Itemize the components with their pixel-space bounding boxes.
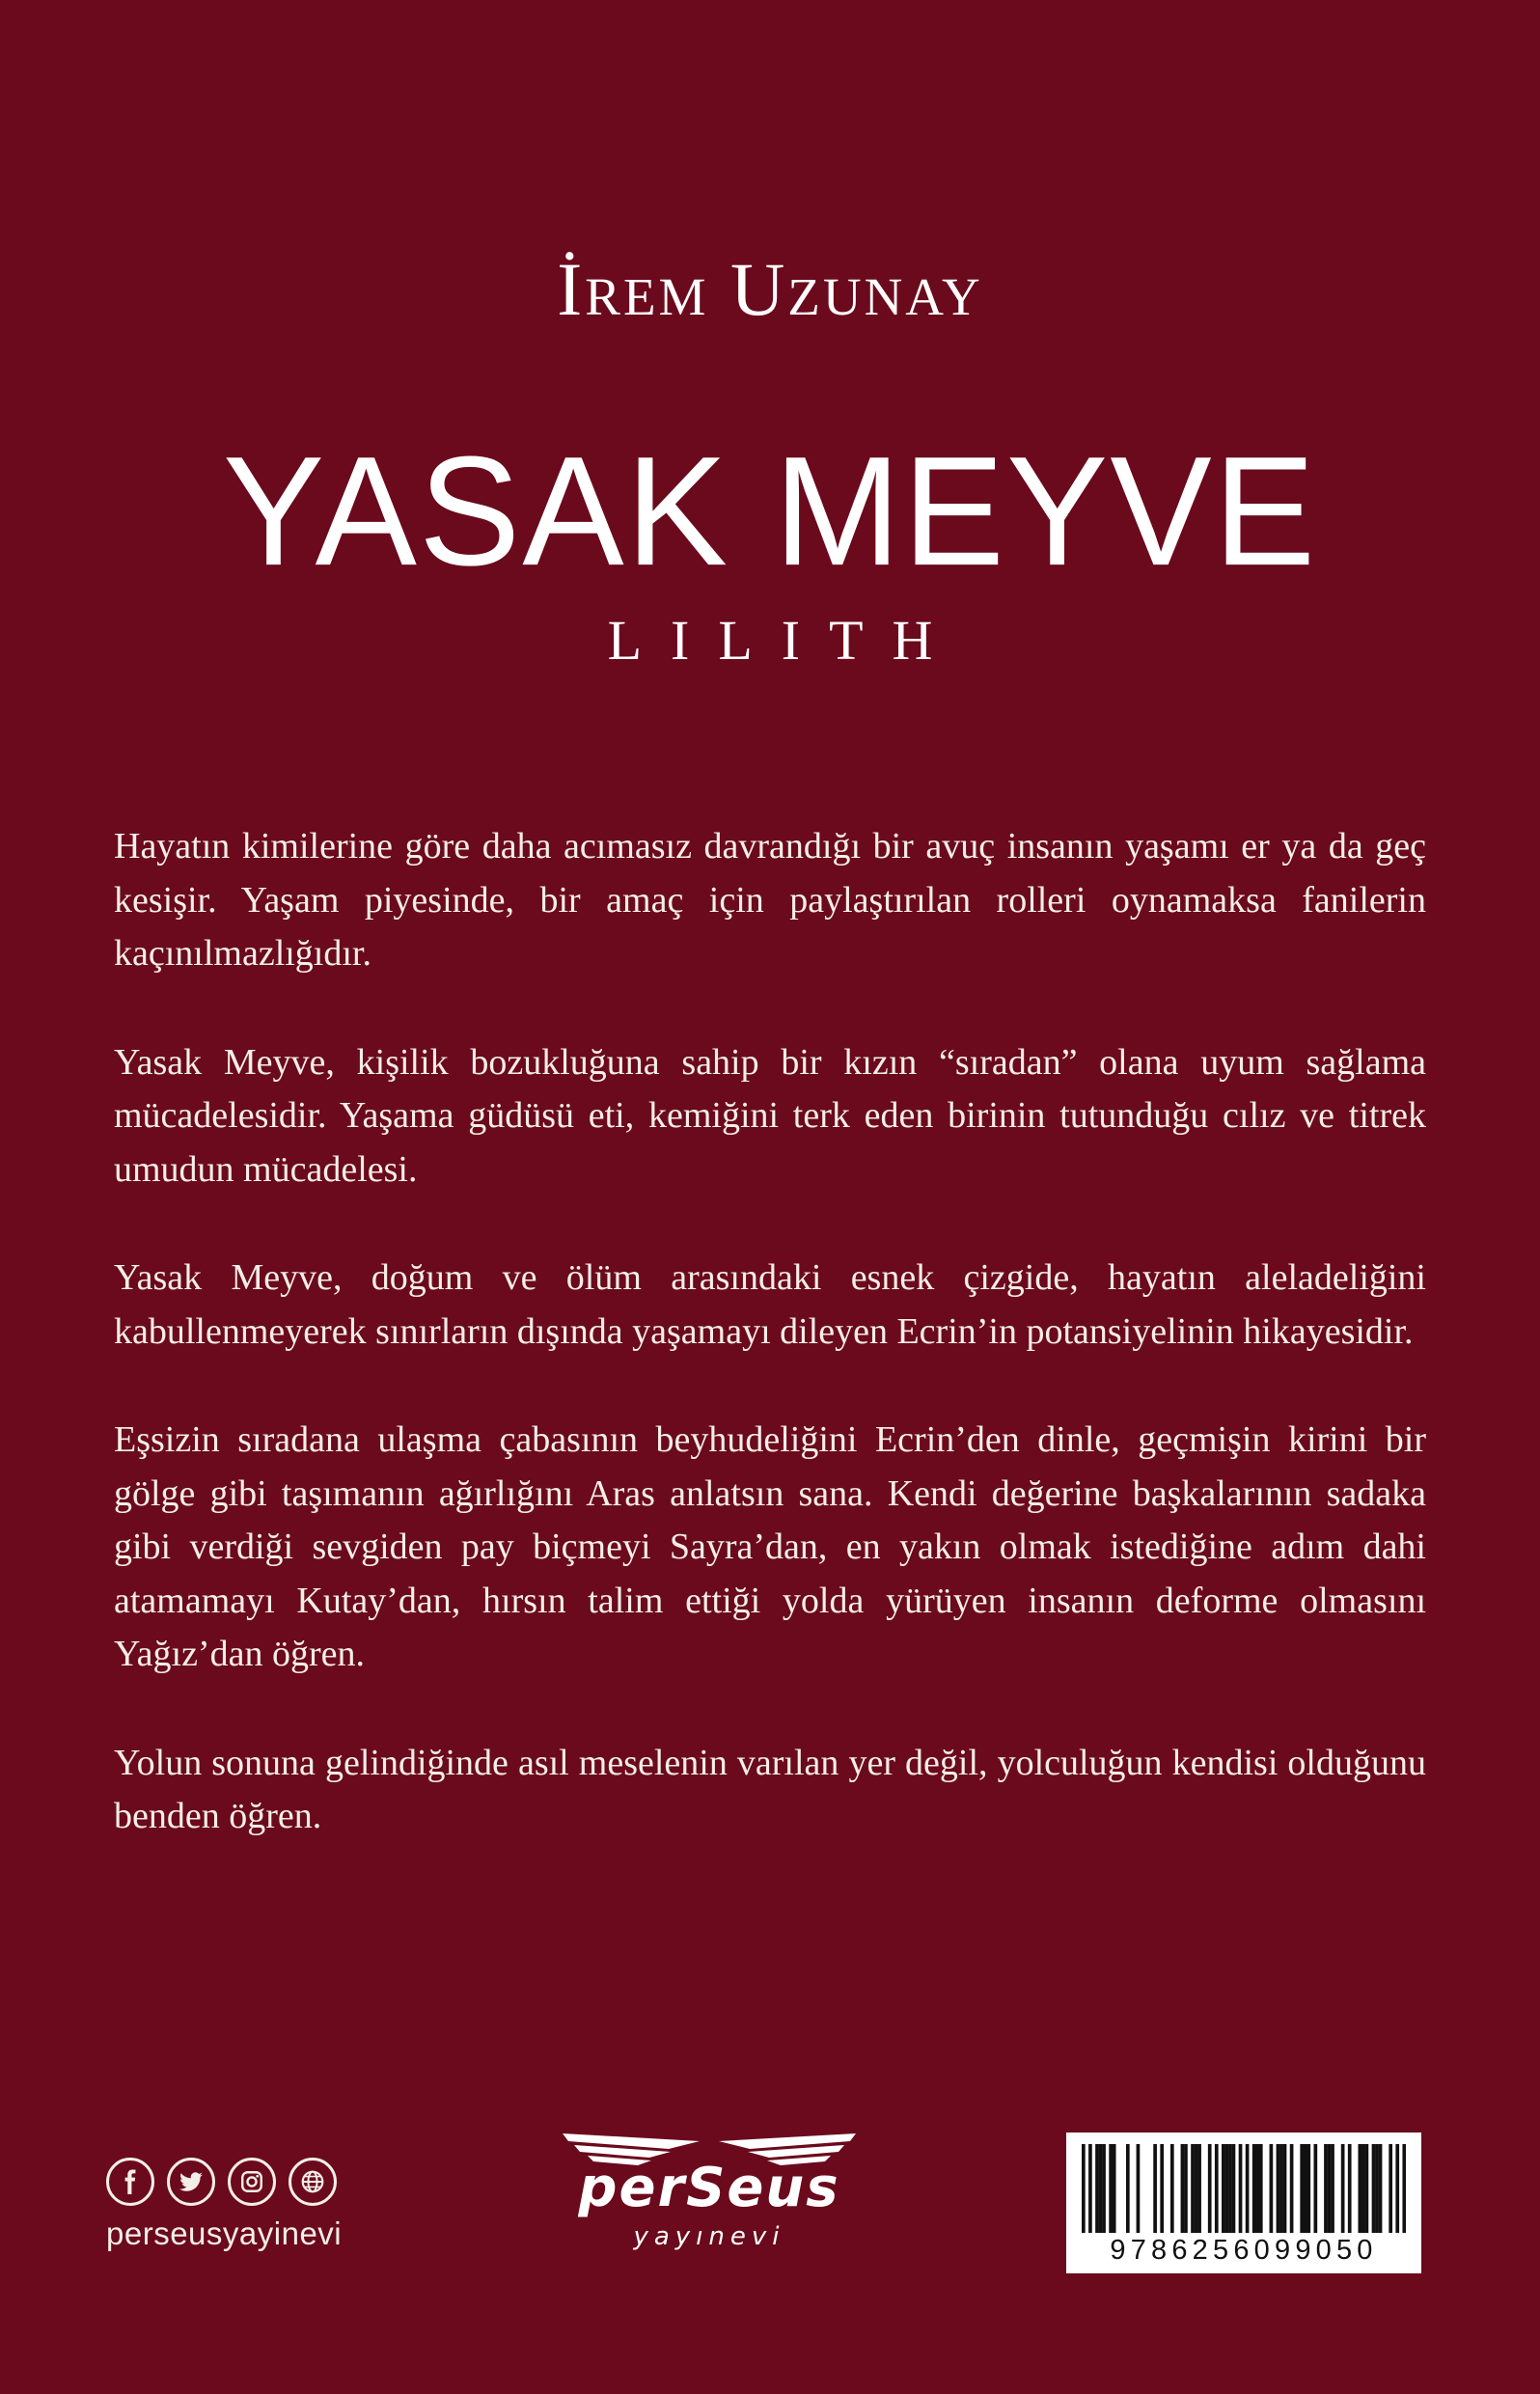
globe-icon[interactable] [289,2158,337,2206]
blurb-paragraph: Hayatın kimilerine göre daha acımasız davrandığı bir avuç insanın yaşamı er ya da geç kesişir. Yaşam piyesinde, bir amaç için paylaştırılan rolleri oynamaksa fanilerin kaçınılmazlığıdır. [114,826,1426,974]
barcode-bar [1082,2144,1086,2233]
barcode-bar [1314,2144,1318,2233]
barcode-bar [1095,2144,1099,2233]
barcode-bar [1358,2144,1361,2233]
barcode-bar [1099,2144,1103,2233]
barcode-bar [1153,2144,1157,2233]
blurb-paragraph: Eşsizin sıradana ulaşma çabasının beyhudeliğini Ecrin’den dinle, geçmişin kirini bir gölge gibi taşımanın ağırlığını Aras anlatsın sana. Kendi değerine başkalarının sadaka gibi verdiği sevgiden pay biçmeyi Sayra’dan, en yakın olmak istediğine adım dahi atamamayı Kutay’dan, hırsın talim ettiği yolda yürüyen insanın deforme olmasını Yağız’dan öğren. [114,1419,1426,1674]
barcode-bar [1279,2144,1283,2233]
blurb-paragraph: Yolun sonuna gelindiğinde asıl meselenin varılan yer değil, yolculuğun kendisi olduğunu benden öğren. [114,1742,1426,1836]
author-name: İrem Uzunay [557,247,983,331]
barcode-bar [1252,2144,1256,2233]
barcode-bar [1331,2144,1334,2233]
blurb-paragraph: Yasak Meyve, doğum ve ölüm arasındaki esnek çizgide, hayatın aleladeliğini kabullenmeyerek sınırların dışında yaşamayı dileyen Ecrin’in potansiyelinin hikayesidir. [114,1257,1426,1352]
facebook-icon[interactable] [106,2158,154,2206]
isbn-barcode [1066,2133,1421,2273]
publisher-name: perSeus [578,2157,840,2219]
instagram-icon[interactable] [228,2158,276,2206]
barcode-bar [1270,2144,1274,2233]
barcode-bar [1328,2144,1332,2233]
barcode-bar [1389,2144,1392,2233]
barcode-bar [1304,2144,1307,2233]
barcode-bar [1402,2144,1406,2233]
barcode-bar [1191,2144,1195,2233]
barcode-bar [1181,2144,1185,2233]
blurb-paragraph: Yasak Meyve, kişilik bozukluğuna sahip bir kızın “sıradan” olana uyum sağlama mücadelesidir. Yaşama güdüsü eti, kemiğini terk eden birinin tutunduğu cılız ve titrek umudun mücadelesi. [114,1041,1426,1190]
barcode-bar [1277,2144,1280,2233]
social-media-block [106,2158,357,2252]
barcode-bar [1208,2144,1212,2233]
barcode-bar [1300,2144,1304,2233]
publisher-subtitle: yayınevi [633,2222,785,2251]
barcode-bar [1225,2144,1229,2233]
barcode-bar [1379,2144,1383,2233]
barcode-bar [1246,2144,1250,2233]
barcode-bar [1395,2144,1399,2233]
barcode-bar [1306,2144,1310,2233]
book-subtitle: LILITH [607,609,962,672]
isbn-number: 9786256099050 [1110,2235,1378,2266]
barcode-bar [1290,2144,1294,2233]
barcode-bar [1137,2144,1141,2233]
barcode-bar [1170,2144,1174,2233]
barcode-bar [1109,2144,1113,2233]
publisher-logo [555,2128,864,2258]
barcode-bar [1160,2144,1164,2233]
book-title: YASAK MEYVE [222,425,1318,598]
barcode-bar [1232,2144,1236,2233]
barcode-bar [1088,2144,1092,2233]
barcode-bar [1348,2144,1352,2233]
barcode-bar [1375,2144,1379,2233]
barcode-bar [1126,2144,1130,2233]
social-handle[interactable]: perseusyayinevi [106,2215,343,2251]
barcode-bar [1228,2144,1232,2233]
barcode-bar [1324,2144,1328,2233]
blurb-text [114,820,1426,1899]
barcode-bar [1222,2144,1225,2233]
barcode-bar [1259,2144,1263,2233]
barcode-bar [1197,2144,1201,2233]
barcode-bar [1283,2144,1287,2233]
barcode-bar [1113,2144,1116,2233]
barcode-bar [1361,2144,1365,2233]
barcode-bar [1184,2144,1188,2233]
barcode-bar [1239,2144,1243,2233]
barcode-bar [1255,2144,1259,2233]
barcode-bar [1372,2144,1376,2233]
barcode-bar [1365,2144,1369,2233]
barcode-bar [1102,2144,1106,2233]
barcode-bar [1215,2144,1219,2233]
twitter-icon[interactable] [167,2158,215,2206]
social-icons [106,2158,357,2206]
barcode-bars [1082,2144,1406,2233]
barcode-bar [1195,2144,1198,2233]
barcode-bar [1341,2144,1345,2233]
